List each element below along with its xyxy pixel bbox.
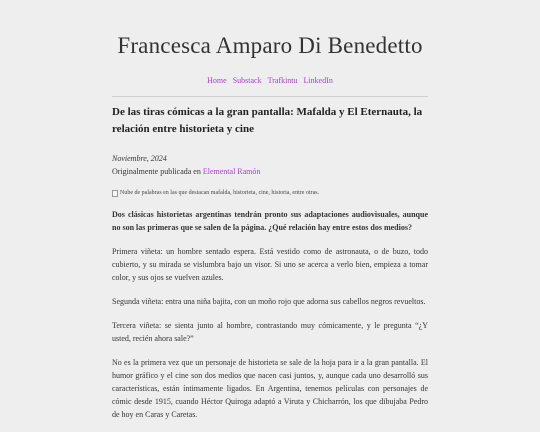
site-title: Francesca Amparo Di Benedetto [117, 33, 423, 58]
post-origin [112, 165, 428, 178]
broken-image-icon [112, 190, 118, 197]
origin-prefix: Originalmente publicada en [112, 167, 203, 176]
post-image [112, 188, 428, 198]
nav-link-substack[interactable]: Substack [232, 76, 262, 85]
nav-link-home[interactable]: Home [207, 76, 227, 85]
post-paragraph-4: No es la primera vez que un personaje de historieta se sale de la hoja para ir a la gran pantalla. El humor gráfico y el cine son dos medios que nacen casi juntos, y, aunque cada uno desarrolló sus características, están íntimamente ligados. En Argentina, tenemos películas con personajes de cómic desde 1915, cuando Héctor Quiroga adaptó a Viruta y Chicharrón, los que dibujaba Pedro de hoy en Caras y Caretas. [112, 358, 428, 419]
image-alt-text: Nube de palabras en las que destacan mafalda, historieta, cine, historia, entre otras. [120, 189, 320, 196]
post-paragraph-1: Primera viñeta: un hombre sentado espera. Está vestido como de astronauta, o de buzo, todo cubierto, y su mirada se vislumbra bajo un visor. Si uno se acerca a verlo bien, empieza a tomar color, y sus ojos se vuelven azules. [112, 247, 428, 282]
post-date: Noviembre, 2024 [112, 154, 167, 163]
post-lead: Dos clásicas historietas argentinas tendrán pronto sus adaptaciones audiovisuales, aunque no son las primeras que se salen de la página. ¿Qué relación hay entre estos dos medios? [112, 210, 428, 232]
post-title: De las tiras cómicas a la gran pantalla: Mafalda y El Eternauta, la relación entre historieta y cine [112, 106, 423, 135]
nav-link-linkedin[interactable]: LinkedIn [303, 76, 333, 85]
header-divider [112, 96, 428, 97]
post-paragraph-3: Tercera viñeta: se sienta junto al hombre, contrastando muy cómicamente, y le pregunta “¿Y usted, recién ahora sale?” [112, 321, 428, 343]
origin-link[interactable]: Elemental Ramón [202, 167, 261, 176]
post-content [112, 104, 428, 432]
main-nav [0, 76, 540, 85]
nav-link-trafkintu[interactable]: Trafkintu [267, 76, 298, 85]
post-paragraph-2: Segunda viñeta: entra una niña bajita, con un moño rojo que adorna sus cabellos negros revueltos. [112, 297, 426, 306]
